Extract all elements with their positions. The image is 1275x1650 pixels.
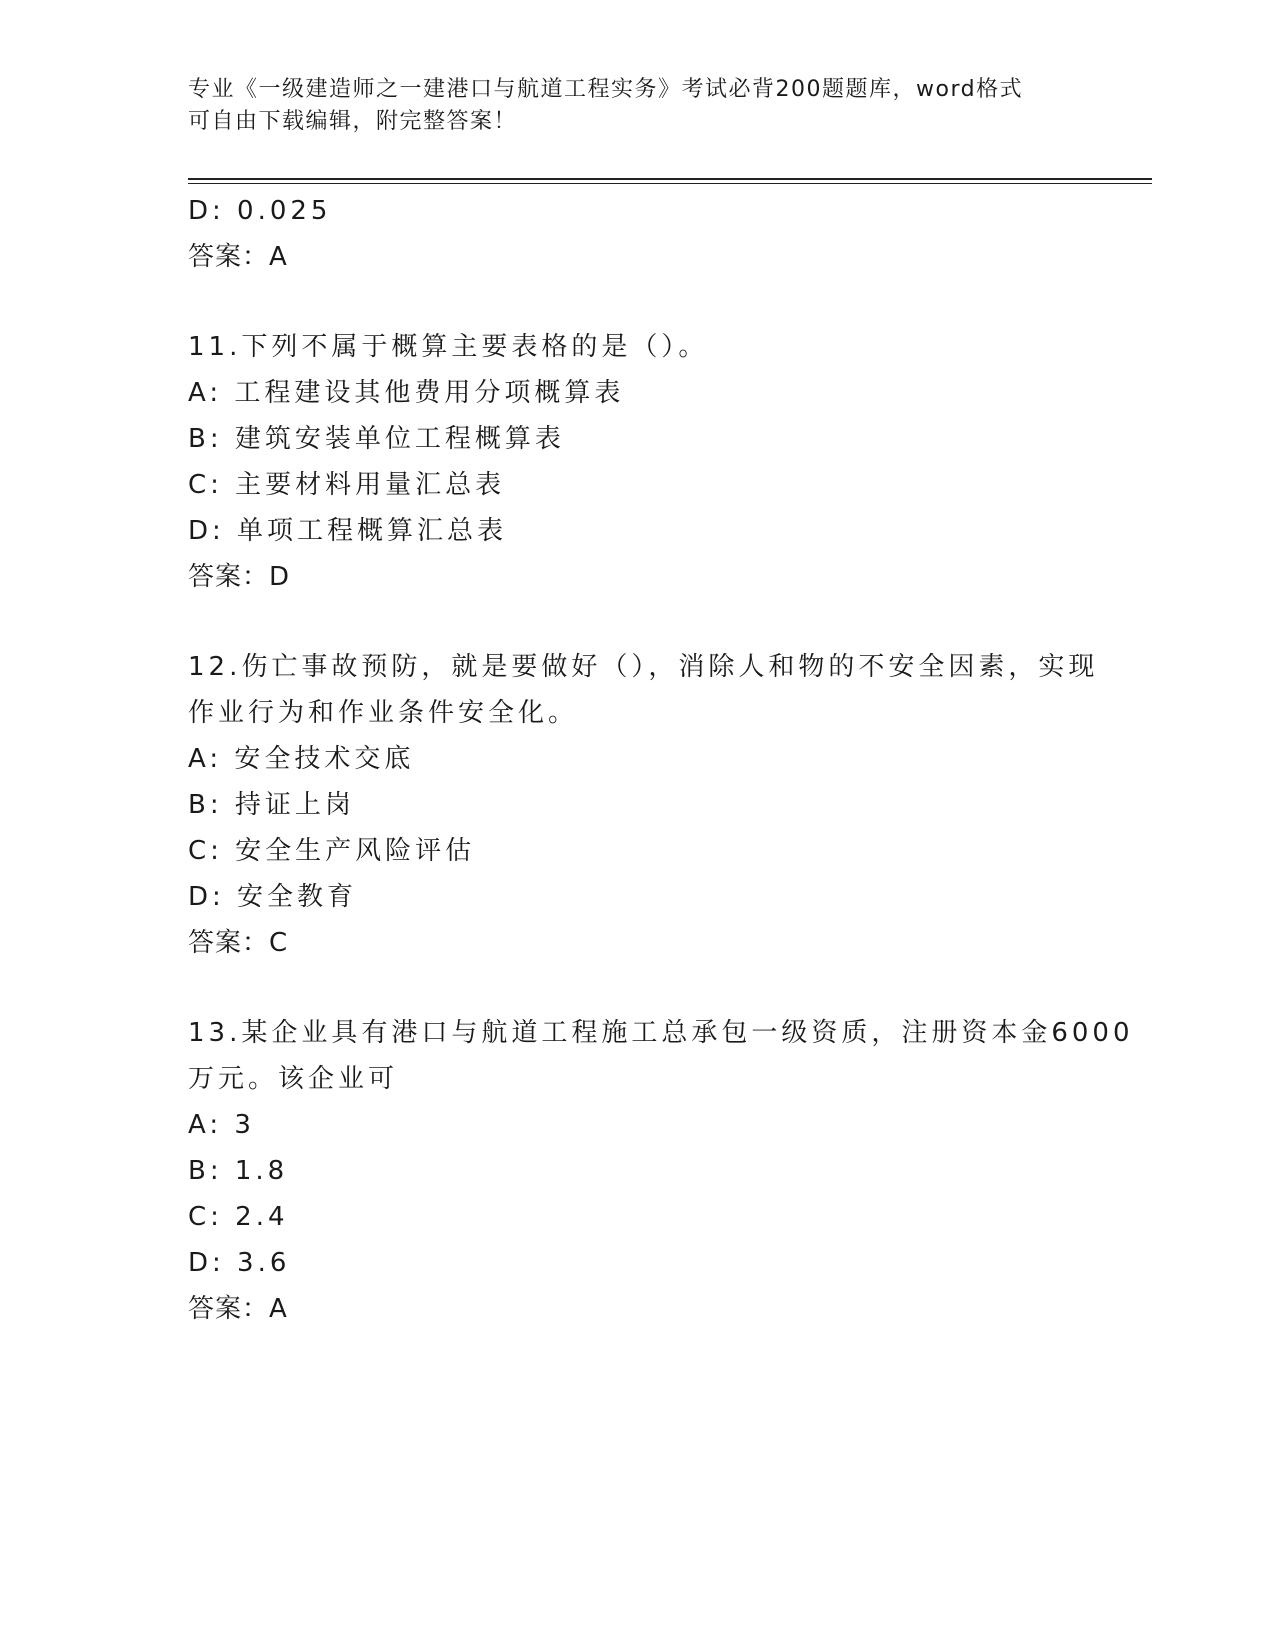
question-13: [188, 1010, 1134, 1332]
option-d: D: 单项工程概算汇总表: [188, 516, 508, 546]
option-b: B: 持证上岗: [188, 790, 355, 820]
option-a: A: 3: [188, 1110, 255, 1140]
question-stem: 13.某企业具有港口与航道工程施工总承包一级资质，注册资本金6000: [188, 1018, 1134, 1048]
question-stem: 11.下列不属于概算主要表格的是（）。: [188, 332, 709, 362]
header-rule-thin: [188, 183, 1152, 184]
option-c: C: 主要材料用量汇总表: [188, 470, 506, 500]
question-content: [188, 188, 1134, 1332]
option-a: A: 工程建设其他费用分项概算表: [188, 378, 625, 408]
previous-question-tail: [188, 188, 1088, 280]
header-rule-thick: [188, 178, 1152, 180]
question-11: [188, 324, 1088, 600]
option-b: B: 建筑安装单位工程概算表: [188, 424, 565, 454]
header-line-2: 可自由下载编辑，附完整答案！: [188, 109, 518, 134]
question-stem-continued: 作业行为和作业条件安全化。: [188, 698, 579, 728]
option-d: D: 安全教育: [188, 882, 358, 912]
spacer: [188, 600, 1088, 644]
answer-line: 答案：D: [188, 562, 291, 592]
answer-line: 答案：C: [188, 928, 289, 958]
option-a: A: 安全技术交底: [188, 744, 415, 774]
option-d: D: 3.6: [188, 1248, 291, 1278]
spacer: [188, 280, 1088, 324]
option-c: C: 安全生产风险评估: [188, 836, 476, 866]
answer-line: 答案：A: [188, 242, 288, 272]
question-stem-continued: 万元。该企业可: [188, 1064, 399, 1094]
answer-line: 答案：A: [188, 1294, 288, 1324]
header-line-1: 专业《一级建造师之一建港口与航道工程实务》考试必背200题题库，word格式: [188, 77, 1024, 102]
question-12: [188, 644, 1099, 966]
option-c: C: 2.4: [188, 1202, 289, 1232]
page-header: [188, 74, 1088, 138]
question-stem: 12.伤亡事故预防，就是要做好（），消除人和物的不安全因素，实现: [188, 652, 1099, 682]
spacer: [188, 966, 1088, 1010]
option-d: D: 0.025: [188, 196, 332, 226]
option-b: B: 1.8: [188, 1156, 289, 1186]
